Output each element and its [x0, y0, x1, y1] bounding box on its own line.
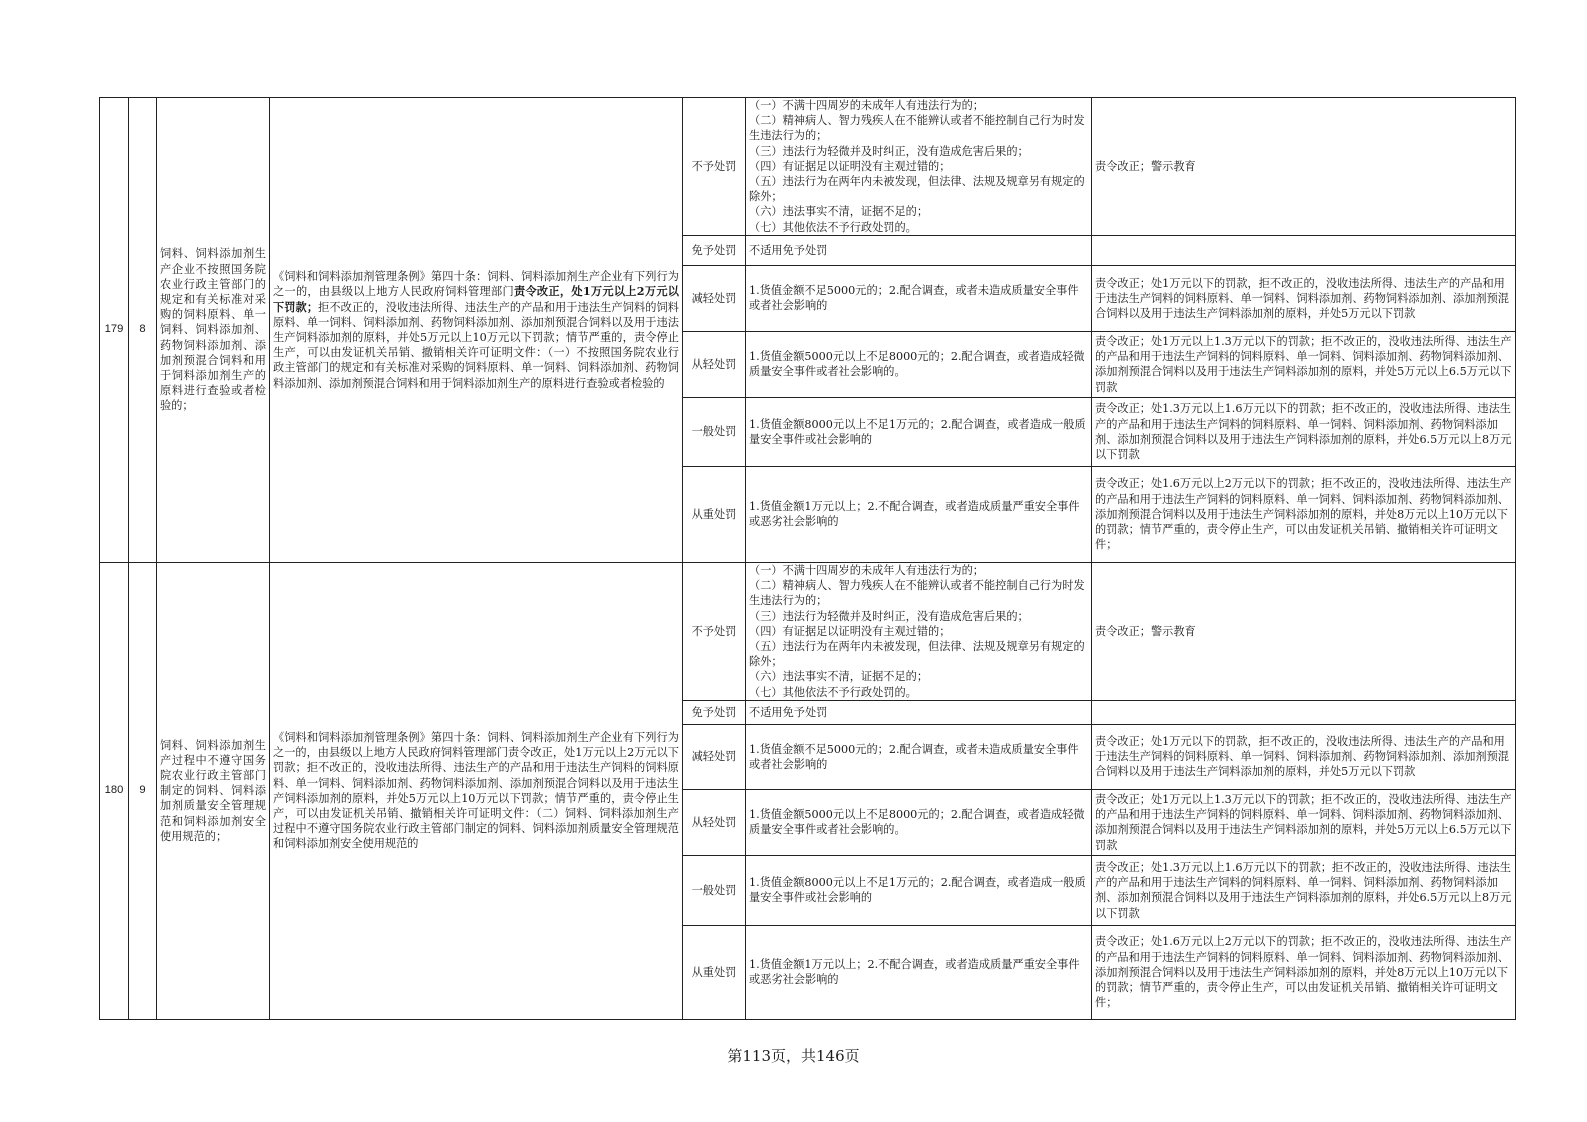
violation-behavior: 饲料、饲料添加剂生产企业不按照国务院农业行政主管部门的规定和有关标准对采购的饲料原料、单一饲料、饲料添加剂、药物饲料添加剂、添加剂预混合饲料和用于饲料添加剂生产的原料进行查验或者检验的；: [157, 98, 270, 563]
legal-basis-text: 《饲料和饲料添加剂管理条例》第四十条：饲料、饲料添加剂生产企业有下列行为之一的，由县级以上地方人民政府饲料管理部门: [273, 270, 679, 299]
page-footer: 第113页，共146页: [727, 1047, 860, 1065]
penalty-standard: 责令改正；处1.6万元以上2万元以下的罚款；拒不改正的，没收违法所得、违法生产的产品和用于违法生产饲料的饲料原料、单一饲料、饲料添加剂、药物饲料添加剂、添加剂预混合饲料以及用于违法生产饲料添加剂的原料，并处8万元以上10万元以下的罚款；情节严重的，责令停止生产，可以由发证机关吊销、撤销相关许可证明文件；: [1092, 466, 1516, 562]
penalty-standard: [1092, 700, 1516, 724]
penalty-standard: 责令改正；处1万元以上1.3万元以下的罚款；拒不改正的，没收违法所得、违法生产的产品和用于违法生产饲料的饲料原料、单一饲料、饲料添加剂、药物饲料添加剂、添加剂预混合饲料以及用于违法生产饲料添加剂的原料，并处5万元以上6.5万元以下罚款: [1092, 331, 1516, 397]
penalty-level: 从轻处罚: [683, 331, 746, 397]
penalty-level: 从轻处罚: [683, 789, 746, 855]
row-number: 179: [100, 98, 129, 563]
condition-item: （五）违法行为在两年内未被发现，但法律、法规及规章另有规定的除外；: [749, 175, 1085, 204]
legal-basis: [270, 98, 683, 563]
penalty-standard: 责令改正；处1万元以下的罚款，拒不改正的，没收违法所得、违法生产的产品和用于违法生产饲料的饲料原料、单一饲料、饲料添加剂、药物饲料添加剂、添加剂预混合饲料以及用于违法生产饲料添加剂的原料，并处5万元以下罚款: [1092, 724, 1516, 789]
condition-item: （二）精神病人、智力残疾人在不能辨认或者不能控制自己行为时发生违法行为的；: [749, 114, 1085, 143]
applicable-condition: 不适用免予处罚: [746, 235, 1092, 265]
legal-basis-text-cont: 拒不改正的，没收违法所得、违法生产的产品和用于违法生产饲料的饲料原料、单一饲料、饲料添加剂、药物饲料添加剂、添加剂预混合饲料以及用于违法生产饲料添加剂的原料，并处5万元以上10万元以下罚款；情节严重的，责令停止生产，可以由发证机关吊销、撤销相关许可证明文件：（一）不按照国务院农业行政主管部门的规定和有关标准对采购的饲料原料、单一饲料、饲料添加剂、药物饲料添加剂、添加剂预混合饲料和用于饲料添加剂生产的原料进行查验或者检验的: [273, 300, 679, 390]
condition-item: （六）违法事实不清，证据不足的；: [749, 670, 929, 684]
applicable-condition: [746, 98, 1092, 236]
table-row: [100, 98, 1516, 236]
penalty-standard: 责令改正；警示教育: [1092, 98, 1516, 236]
applicable-condition: 1.货值金额8000元以上不足1万元的；2.配合调查，或者造成一般质量安全事件或社会影响的: [746, 855, 1092, 925]
penalty-level: 免予处罚: [683, 700, 746, 724]
penalty-standard: 责令改正；处1.3万元以上1.6万元以下的罚款；拒不改正的，没收违法所得、违法生产的产品和用于违法生产饲料的饲料原料、单一饲料、饲料添加剂、药物饲料添加剂、添加剂预混合饲料以及用于违法生产饲料添加剂的原料，并处6.5万元以上8万元以下罚款: [1092, 855, 1516, 925]
penalty-standard: 责令改正；处1万元以上1.3万元以下的罚款；拒不改正的，没收违法所得、违法生产的产品和用于违法生产饲料的饲料原料、单一饲料、饲料添加剂、药物饲料添加剂、添加剂预混合饲料以及用于违法生产饲料添加剂的原料，并处5万元以上6.5万元以下罚款: [1092, 789, 1516, 855]
applicable-condition: 1.货值金额5000元以上不足8000元的；2.配合调查，或者造成轻微质量安全事件或者社会影响的。: [746, 789, 1092, 855]
condition-item: （一）不满十四周岁的未成年人有违法行为的；: [749, 563, 984, 577]
condition-item: （三）违法行为轻微并及时纠正，没有造成危害后果的；: [749, 609, 1029, 623]
condition-item: （六）违法事实不清，证据不足的；: [749, 205, 929, 219]
applicable-condition: 1.货值金额1万元以上；2.不配合调查，或者造成质量严重安全事件或恶劣社会影响的: [746, 466, 1092, 562]
penalty-standard: 责令改正；警示教育: [1092, 562, 1516, 700]
applicable-condition: [746, 562, 1092, 700]
penalty-standard: [1092, 235, 1516, 265]
row-number: 180: [100, 562, 129, 1019]
condition-item: （二）精神病人、智力残疾人在不能辨认或者不能控制自己行为时发生违法行为的；: [749, 579, 1085, 608]
penalty-level: 免予处罚: [683, 235, 746, 265]
penalty-level: 不予处罚: [683, 98, 746, 236]
table-row: [100, 562, 1516, 700]
legal-basis-emphasis: 责令改正，处1万元以上2万元以下罚款；: [273, 284, 679, 314]
penalty-standard: 责令改正；处1万元以下的罚款，拒不改正的，没收违法所得、违法生产的产品和用于违法生产饲料的饲料原料、单一饲料、饲料添加剂、药物饲料添加剂、添加剂预混合饲料以及用于违法生产饲料添加剂的原料，并处5万元以下罚款: [1092, 265, 1516, 331]
condition-item: （四）有证据足以证明没有主观过错的；: [749, 159, 951, 173]
penalty-standard: 责令改正；处1.3万元以上1.6万元以下的罚款；拒不改正的，没收违法所得、违法生产的产品和用于违法生产饲料的饲料原料、单一饲料、饲料添加剂、药物饲料添加剂、添加剂预混合饲料以及用于违法生产饲料添加剂的原料，并处6.5万元以上8万元以下罚款: [1092, 397, 1516, 466]
applicable-condition: 1.货值金额不足5000元的；2.配合调查，或者未造成质量安全事件或者社会影响的: [746, 724, 1092, 789]
penalty-level: 减轻处罚: [683, 265, 746, 331]
applicable-condition: 1.货值金额1万元以上；2.不配合调查，或者造成质量严重安全事件或恶劣社会影响的: [746, 925, 1092, 1019]
row-index: 8: [129, 98, 157, 563]
penalty-level: 减轻处罚: [683, 724, 746, 789]
condition-item: （七）其他依法不予行政处罚的。: [749, 685, 917, 699]
penalty-standard: 责令改正；处1.6万元以上2万元以下的罚款；拒不改正的，没收违法所得、违法生产的产品和用于违法生产饲料的饲料原料、单一饲料、饲料添加剂、药物饲料添加剂、添加剂预混合饲料以及用于违法生产饲料添加剂的原料，并处8万元以上10万元以下的罚款；情节严重的，责令停止生产，可以由发证机关吊销、撤销相关许可证明文件；: [1092, 925, 1516, 1019]
penalty-level: 从重处罚: [683, 466, 746, 562]
condition-item: （一）不满十四周岁的未成年人有违法行为的；: [749, 99, 984, 112]
applicable-condition: 1.货值金额不足5000元的；2.配合调查，或者未造成质量安全事件或者社会影响的: [746, 265, 1092, 331]
penalty-level: 一般处罚: [683, 397, 746, 466]
penalty-table: [99, 97, 1516, 1020]
row-index: 9: [129, 562, 157, 1019]
applicable-condition: 1.货值金额8000元以上不足1万元的；2.配合调查，或者造成一般质量安全事件或社会影响的: [746, 397, 1092, 466]
condition-item: （四）有证据足以证明没有主观过错的；: [749, 624, 951, 638]
applicable-condition: 1.货值金额5000元以上不足8000元的；2.配合调查，或者造成轻微质量安全事件或者社会影响的。: [746, 331, 1092, 397]
penalty-level: 一般处罚: [683, 855, 746, 925]
legal-basis-text: 《饲料和饲料添加剂管理条例》第四十条：饲料、饲料添加剂生产企业有下列行为之一的，由县级以上地方人民政府饲料管理部门责令改正，处1万元以上2万元以下罚款；拒不改正的，没收违法所得、违法生产的产品和用于违法生产饲料的饲料原料、单一饲料、饲料添加剂、药物饲料添加剂、添加剂预混合饲料以及用于违法生产饲料添加剂的原料，并处5万元以上10万元以下罚款；情节严重的，责令停止生产，可以由发证机关吊销、撤销相关许可证明文件：（二）饲料、饲料添加剂生产过程中不遵守国务院农业行政主管部门制定的饲料、饲料添加剂质量安全管理规范和饲料添加剂安全使用规范的: [273, 731, 679, 851]
violation-behavior: 饲料、饲料添加剂生产过程中不遵守国务院农业行政主管部门制定的饲料、饲料添加剂质量安全管理规范和饲料添加剂安全使用规范的；: [157, 562, 270, 1019]
penalty-level: 从重处罚: [683, 925, 746, 1019]
condition-item: （七）其他依法不予行政处罚的。: [749, 220, 917, 234]
applicable-condition: 不适用免予处罚: [746, 700, 1092, 724]
legal-basis: [270, 562, 683, 1019]
condition-item: （五）违法行为在两年内未被发现，但法律、法规及规章另有规定的除外；: [749, 639, 1085, 669]
penalty-level: 不予处罚: [683, 562, 746, 700]
condition-item: （三）违法行为轻微并及时纠正，没有造成危害后果的；: [749, 144, 1029, 158]
